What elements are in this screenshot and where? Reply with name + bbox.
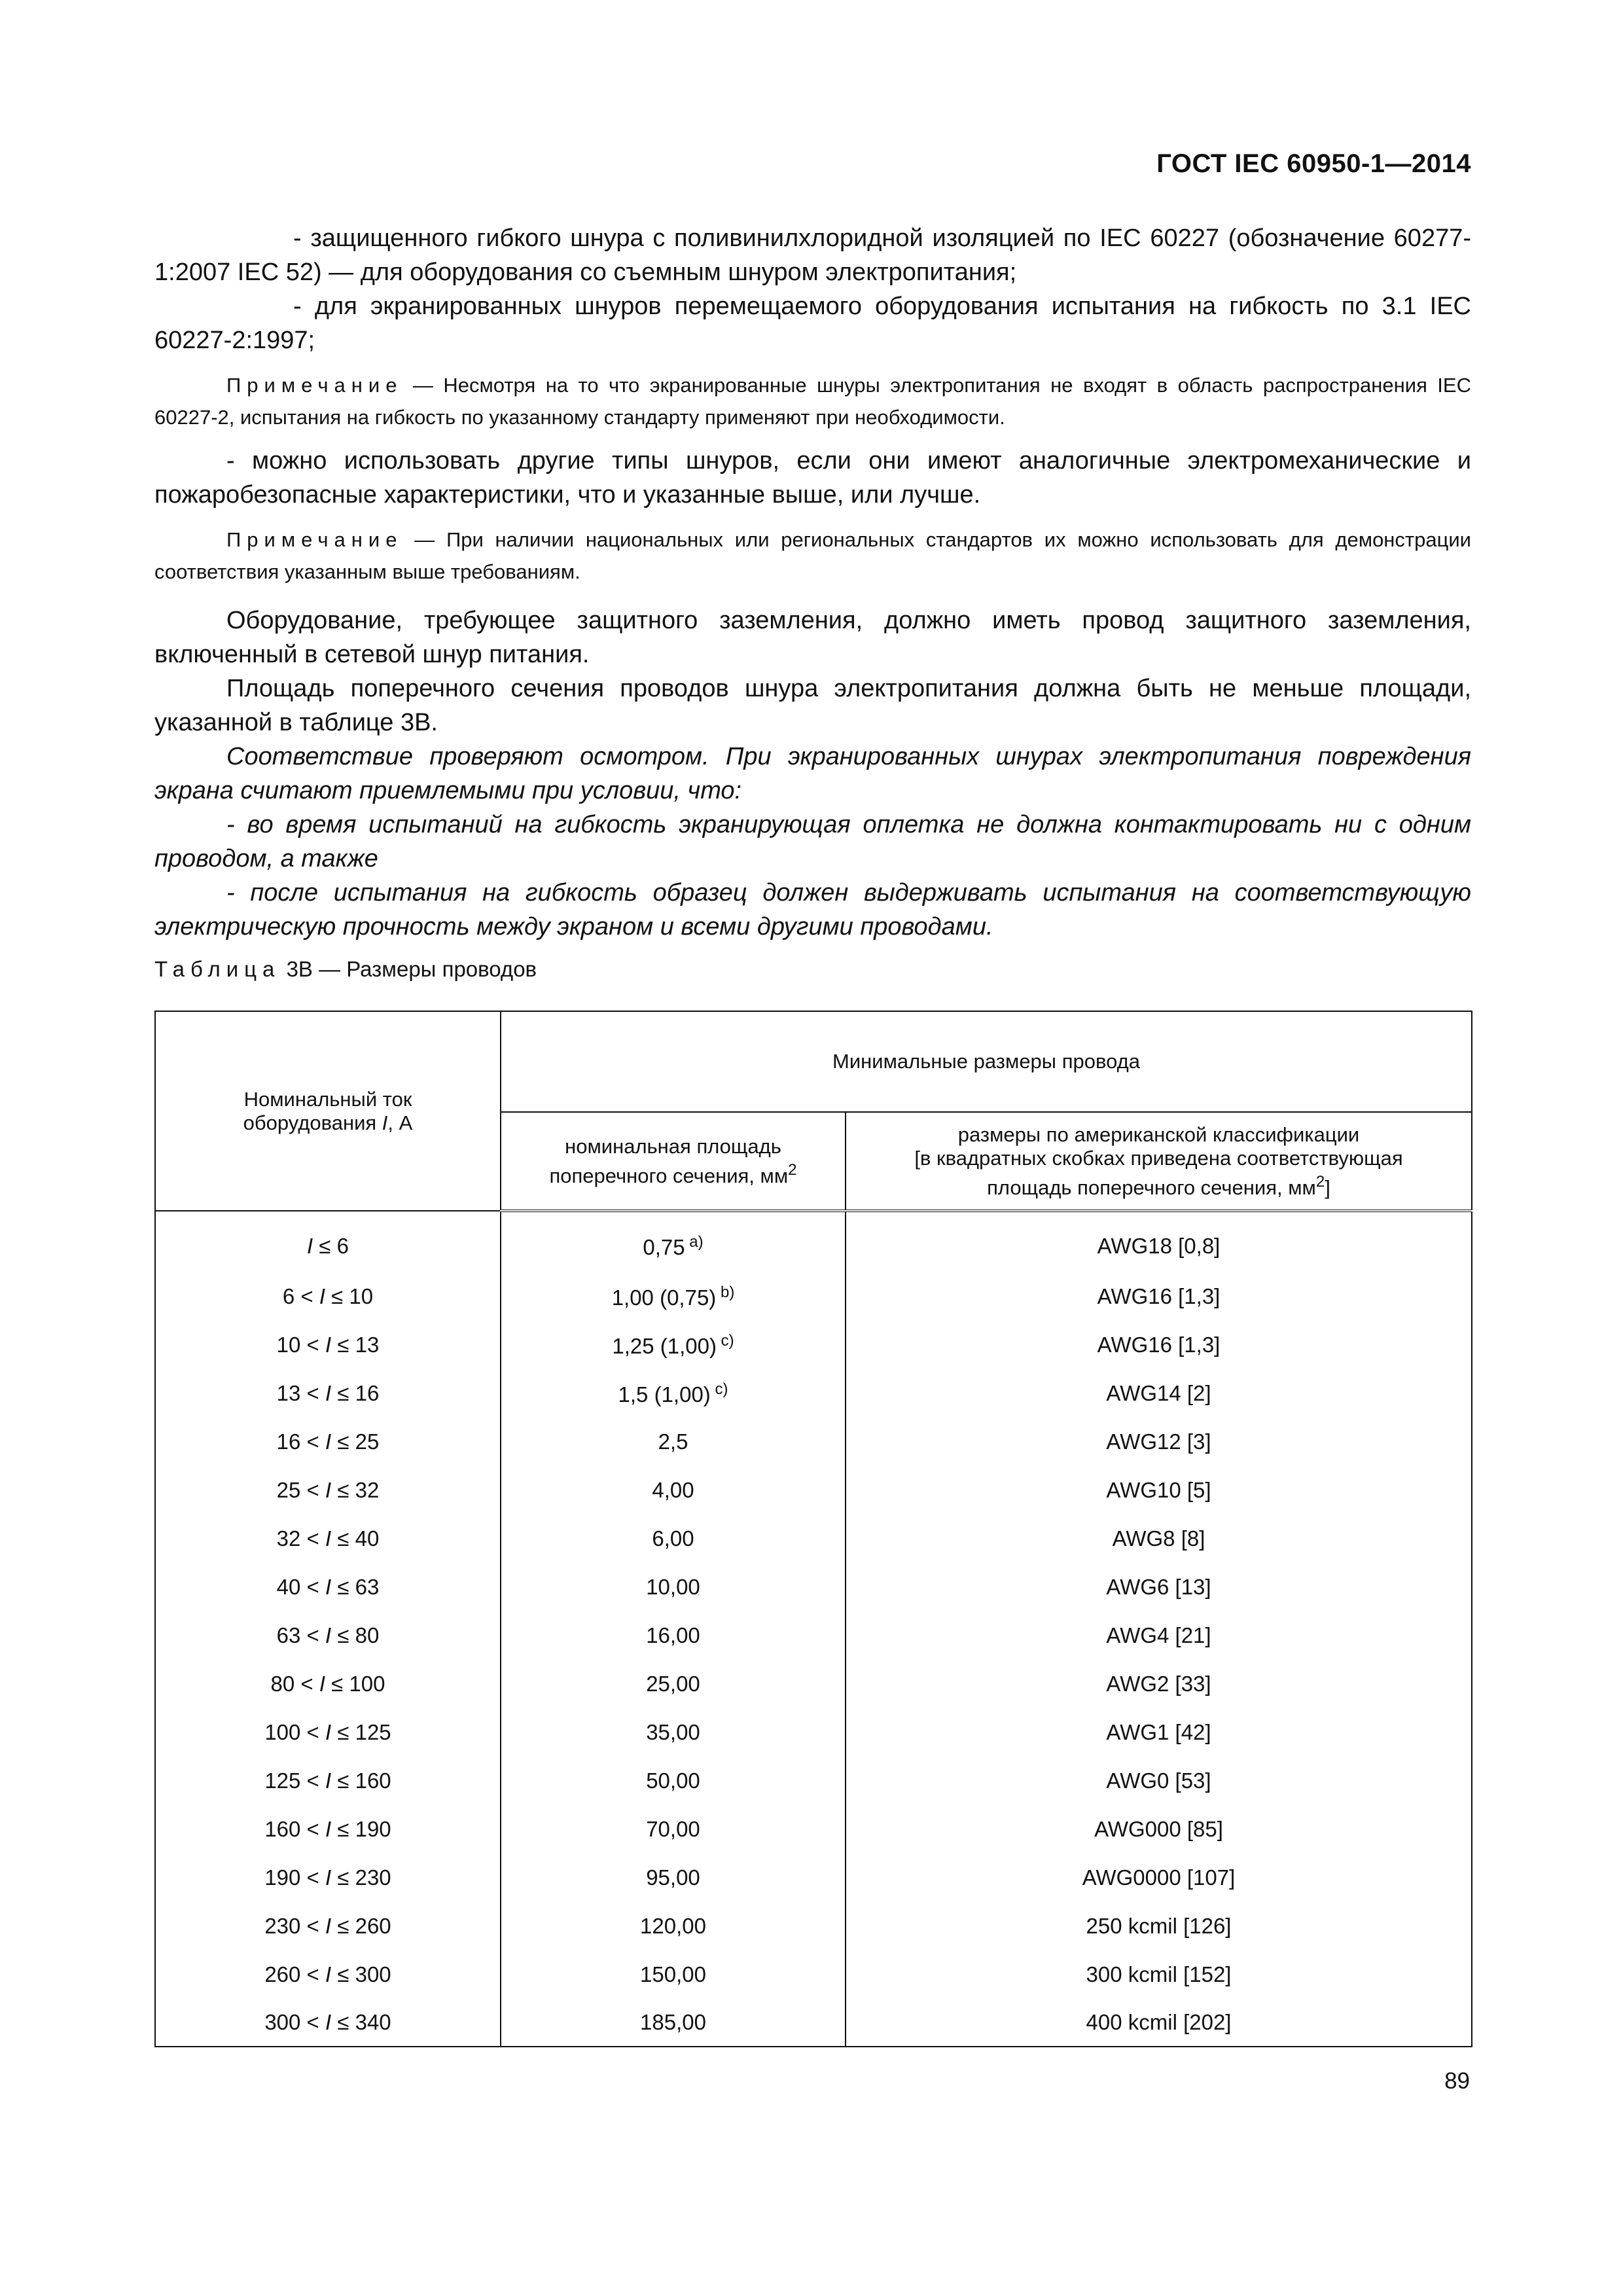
- footnote-marker: c): [710, 1380, 728, 1398]
- table-row: [155, 1466, 1472, 1515]
- current-range-cell: 13 < I ≤ 16: [155, 1369, 501, 1418]
- footnote-marker: b): [716, 1283, 735, 1301]
- table-caption-text: 3B — Размеры проводов: [286, 957, 537, 981]
- area-cell: 16,00: [501, 1611, 846, 1660]
- wire-size-table: [154, 1011, 1472, 2047]
- area-cell: 35,00: [501, 1708, 846, 1757]
- awg-cell: AWG10 [5]: [846, 1466, 1472, 1515]
- current-range-cell: 16 < I ≤ 25: [155, 1418, 501, 1466]
- condition-item: - после испытания на гибкость образец должен выдерживать испытания на соответствующую электрическую прочность между экраном и всеми другими проводами.: [154, 879, 1471, 941]
- footnote-marker: a): [685, 1232, 704, 1251]
- awg-cell: AWG14 [2]: [846, 1369, 1472, 1418]
- awg-cell: AWG4 [21]: [846, 1611, 1472, 1660]
- area-cell: 1,25 (1,00) $^{c)}$: [501, 1321, 846, 1369]
- table-row: [155, 1999, 1472, 2047]
- current-range-cell: 230 < I ≤ 260: [155, 1902, 501, 1950]
- current-range-cell: 125 < I ≤ 160: [155, 1757, 501, 1805]
- note-text: — Несмотря на то что экранированные шнуры электропитания не входят в область распространения IEC 60227-2, испытания на гибкость по указанному стандарту применяют при необходимости.: [154, 374, 1471, 429]
- area-cell: 50,00: [501, 1757, 846, 1805]
- current-range-cell: 80 < I ≤ 100: [155, 1660, 501, 1708]
- table-row: [155, 1515, 1472, 1563]
- column-header-current: Номинальный ток оборудования I, А: [155, 1011, 501, 1211]
- awg-cell: AWG16 [1,3]: [846, 1272, 1472, 1321]
- table-caption-label: Таблица: [154, 957, 281, 981]
- document-code: ГОСТ IEC 60950-1—2014: [1156, 149, 1471, 178]
- area-cell: 25,00: [501, 1660, 846, 1708]
- note: [154, 524, 1471, 588]
- current-range-cell: 63 < I ≤ 80: [155, 1611, 501, 1660]
- table-row: [155, 1805, 1472, 1854]
- table-row: [155, 1418, 1472, 1466]
- awg-cell: 250 kcmil [126]: [846, 1902, 1472, 1950]
- table-row: [155, 1950, 1472, 1999]
- table-row: [155, 1321, 1472, 1369]
- area-cell: 1,00 (0,75) $^{b)}$: [501, 1272, 846, 1321]
- current-range-cell: 190 < I ≤ 230: [155, 1854, 501, 1902]
- current-range-cell: 160 < I ≤ 190: [155, 1805, 501, 1854]
- area-cell: 70,00: [501, 1805, 846, 1854]
- table-row: [155, 1757, 1472, 1805]
- area-cell: 10,00: [501, 1563, 846, 1611]
- awg-cell: 300 kcmil [152]: [846, 1950, 1472, 1999]
- current-range-cell: 6 < I ≤ 10: [155, 1272, 501, 1321]
- list-item: - защищенного гибкого шнура с поливинилхлоридной изоляцией по IEC 60227 (обозначение 60277-1:2007 IEC 52) — для оборудования со съемным шнуром электропитания;: [154, 224, 1471, 286]
- table-row: [155, 1611, 1472, 1660]
- table-row: [155, 1660, 1472, 1708]
- current-range-cell: 260 < I ≤ 300: [155, 1950, 501, 1999]
- note-text: — При наличии национальных или региональных стандартов их можно использовать для демонстрации соответствия указанным выше требованиям.: [154, 528, 1471, 583]
- area-cell: 1,5 (1,00) $^{c)}$: [501, 1369, 846, 1418]
- area-cell: 6,00: [501, 1515, 846, 1563]
- table-row: [155, 1902, 1472, 1950]
- current-range-cell: 40 < I ≤ 63: [155, 1563, 501, 1611]
- awg-cell: 400 kcmil [202]: [846, 1999, 1472, 2047]
- table-row: [155, 1708, 1472, 1757]
- current-range-cell: 100 < I ≤ 125: [155, 1708, 501, 1757]
- column-header-area: номинальная площадь поперечного сечения, $мм^2$: [501, 1112, 846, 1211]
- current-range-cell: 10 < I ≤ 13: [155, 1321, 501, 1369]
- awg-cell: AWG1 [42]: [846, 1708, 1472, 1757]
- awg-cell: AWG18 [0,8]: [846, 1211, 1472, 1272]
- note-label: Примечание: [226, 528, 403, 551]
- area-cell: 120,00: [501, 1902, 846, 1950]
- note: [154, 369, 1471, 433]
- awg-cell: AWG0 [53]: [846, 1757, 1472, 1805]
- paragraph: Оборудование, требующее защитного заземления, должно иметь провод защитного заземления, включенный в сетевой шнур питания.: [154, 607, 1471, 668]
- awg-cell: AWG000 [85]: [846, 1805, 1472, 1854]
- table-row: [155, 1272, 1472, 1321]
- compliance-paragraph: Соответствие проверяют осмотром. При экранированных шнурах электропитания повреждения экрана считают приемлемыми при условии, что:: [154, 743, 1471, 804]
- list-item: - можно использовать другие типы шнуров, если они имеют аналогичные электромеханические и пожаробезопасные характеристики, что и указанные выше, или лучше.: [154, 447, 1471, 509]
- current-range-cell: 25 < I ≤ 32: [155, 1466, 501, 1515]
- current-range-cell: 32 < I ≤ 40: [155, 1515, 501, 1563]
- table-caption: [154, 957, 537, 982]
- current-range-cell: 300 < I ≤ 340: [155, 1999, 501, 2047]
- area-cell: 185,00: [501, 1999, 846, 2047]
- column-header-awg: размеры по американской классификации [в квадратных скобках приведена соответствующая площадь поперечного сечения, $мм^2$]: [846, 1112, 1472, 1211]
- awg-cell: AWG12 [3]: [846, 1418, 1472, 1466]
- awg-cell: AWG6 [13]: [846, 1563, 1472, 1611]
- table-row: [155, 1211, 1472, 1272]
- area-cell: 95,00: [501, 1854, 846, 1902]
- table-row: [155, 1369, 1472, 1418]
- note-label: Примечание: [226, 374, 403, 397]
- awg-cell: AWG16 [1,3]: [846, 1321, 1472, 1369]
- document-body: [154, 221, 1471, 944]
- page-number: 89: [1444, 2068, 1470, 2094]
- column-group-header: Минимальные размеры провода: [501, 1011, 1472, 1112]
- area-cell: 0,75 $^{a)}$: [501, 1211, 846, 1272]
- area-cell: 150,00: [501, 1950, 846, 1999]
- footnote-marker: c): [716, 1331, 734, 1350]
- awg-cell: AWG8 [8]: [846, 1515, 1472, 1563]
- table-row: [155, 1854, 1472, 1902]
- awg-cell: AWG2 [33]: [846, 1660, 1472, 1708]
- awg-cell: AWG0000 [107]: [846, 1854, 1472, 1902]
- current-range-cell: I ≤ 6: [155, 1211, 501, 1272]
- area-cell: 2,5: [501, 1418, 846, 1466]
- area-cell: 4,00: [501, 1466, 846, 1515]
- table-row: [155, 1563, 1472, 1611]
- list-item: - для экранированных шнуров перемещаемого оборудования испытания на гибкость по 3.1 IEC 60227-2:1997;: [154, 293, 1471, 354]
- condition-item: - во время испытаний на гибкость экранирующая оплетка не должна контактировать ни с одним проводом, а также: [154, 811, 1471, 872]
- paragraph: Площадь поперечного сечения проводов шнура электропитания должна быть не меньше площади, указанной в таблице 3B.: [154, 675, 1471, 736]
